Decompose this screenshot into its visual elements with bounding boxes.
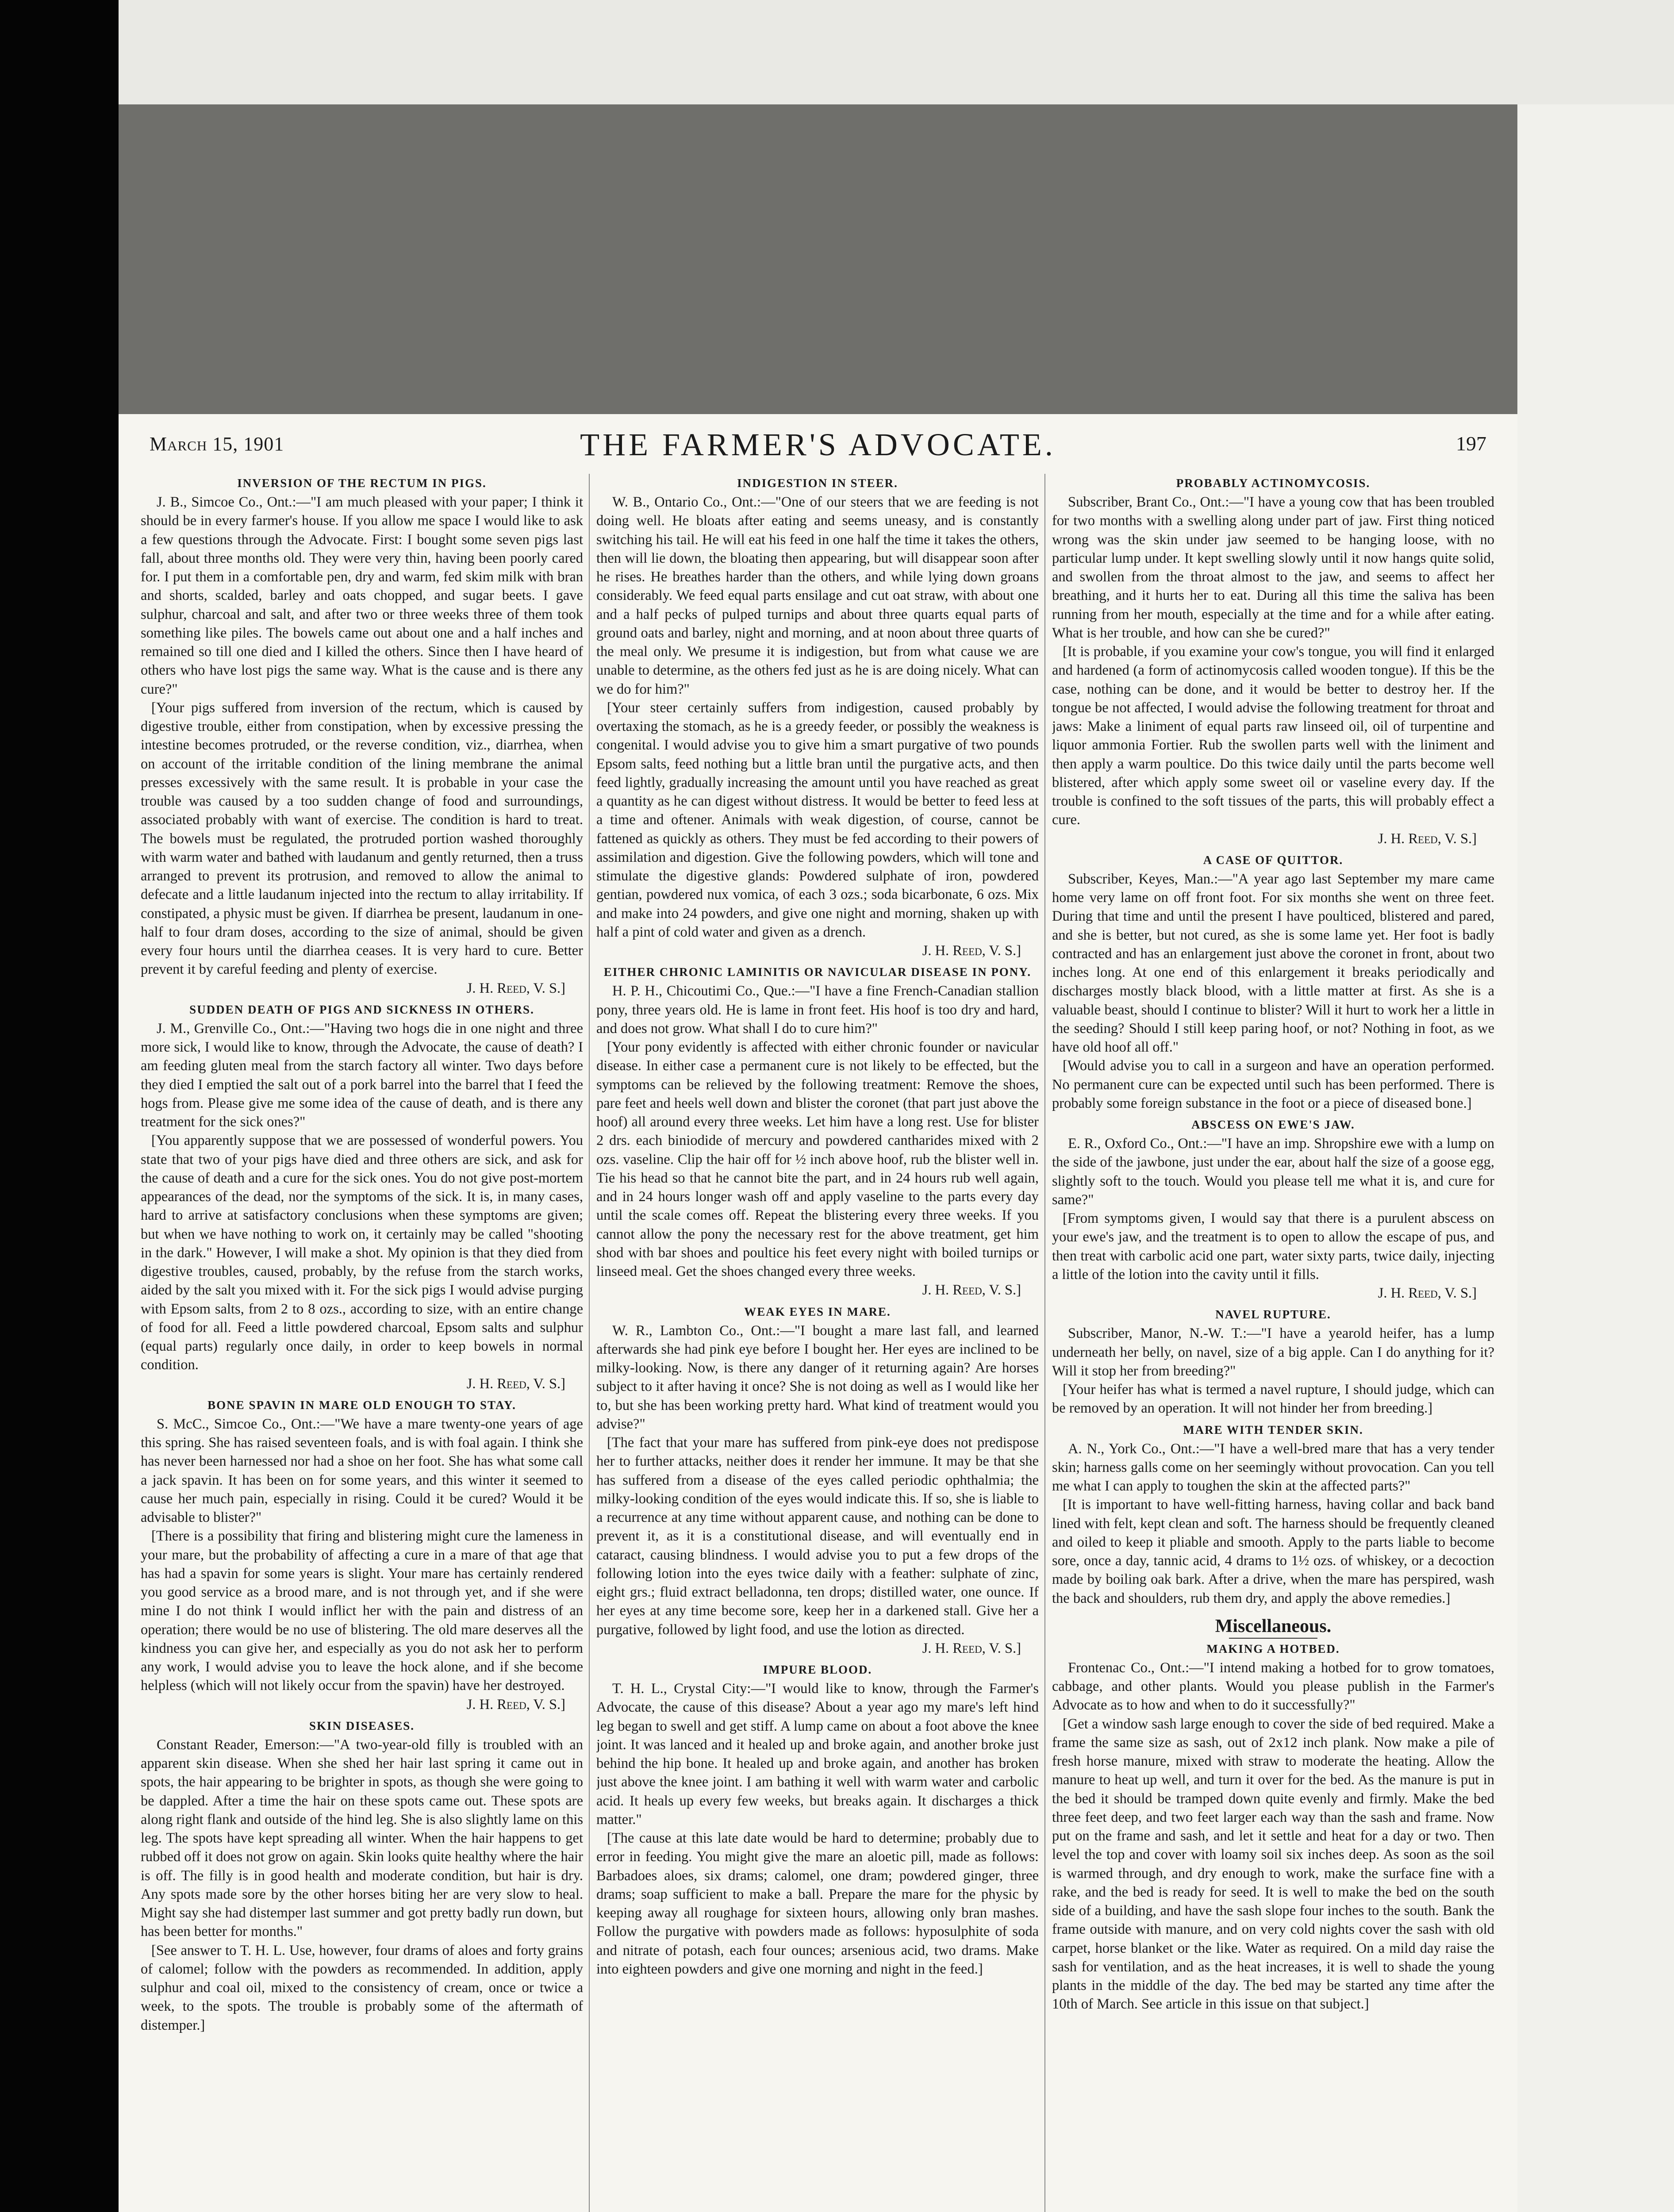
column-2 [596,474,1039,2212]
masthead-title: THE FARMER'S ADVOCATE. [580,427,1056,462]
column-3 [1052,474,1494,2212]
article [1052,1642,1494,2014]
article-heading: NAVEL RUPTURE. [1215,1308,1331,1321]
article-heading: IMPURE BLOOD. [763,1663,872,1676]
article [1052,1118,1494,1302]
signature: J. H. Reed, V. S.] [466,1696,565,1713]
issue-date: March 15, 1901 [150,433,284,455]
answer-paragraph: [Your pony evidently is affected with either chronic founder or navicular disease. In either case a permanent cure is not likely to be effected, but the symptoms can be relieved by the following treatment: Remove the shoes, pare feet and heels well down and blister the coronet (that part just above the hoof) all around every three weeks. Let him have a long rest. Use for blister 2 drs. each biniodide of mercury and powdered cantharides mixed with 2 ozs. vaseline. Clip the hair off for ½ inch above hoof, rub the blister well in. Tie his head so that he cannot bite the part, and in 24 hours rub well again, and in 24 hours longer wash off and apply vaseline to the parts every day until the scale comes off. Repeat the blistering every three weeks. If you cannot allow the pony the necessary rest for the above treatment, get him shod with bar shoes and poultice his feet every night with boiled turnips or linseed meal. Get the shoes changed every three weeks. [596,1039,1039,1279]
article-heading: INDIGESTION IN STEER. [737,476,898,490]
column-rule [589,474,590,2212]
article-heading: SKIN DISEASES. [309,1719,415,1732]
film-border [0,0,119,2212]
question-paragraph: S. McC., Simcoe Co., Ont.:—"We have a mare twenty-one years of age this spring. She has raised seventeen foals, and is with foal again. I think she has never been harnessed nor had a shoe on her foot. She has what some call a jack spavin. It has been on for some years, and this winter it seemed to cause her much pain, especially in rising. Could it be cured? Would it be advisable to blister?" [141,1416,583,1525]
question-paragraph: Subscriber, Brant Co., Ont.:—"I have a young cow that has been troubled for two months with a swelling along under part of jaw. First thing noticed wrong was the skin under jaw seemed to be hanging loose, with no particular lump under. It kept swelling slowly until it now hangs quite solid, and swollen from the throat almost to the jaw, and seems to affect her breathing, and it hurts her to eat. During all this time the saliva has been running from her mouth, especially at the time and for a while after eating. What is her trouble, and how can she be cured?" [1052,494,1494,641]
signature: J. H. Reed, V. S.] [1378,830,1477,847]
question-paragraph: J. M., Grenville Co., Ont.:—"Having two hogs die in one night and three more sick, I would like to know, through the Advocate, the cause of death? I am feeding gluten meal from the starch factory all winter. Two days before they died I emptied the salt out of a pork barrel into the barrel that I feed the hogs from. Please give me some idea of the cause of death, and is there any treatment for the sick ones?" [141,1020,583,1130]
article [596,1305,1039,1658]
section-title: Miscellaneous. [1215,1616,1332,1636]
signature: J. H. Reed, V. S.] [922,943,1021,959]
question-paragraph: Frontenac Co., Ont.:—"I intend making a hotbed for to grow tomatoes, cabbage, and other plants. Would you please publish in the Farmer's Advocate as to how and when to do it successfully?" [1052,1659,1494,1713]
signature: J. H. Reed, V. S.] [922,1282,1021,1298]
signature: J. H. Reed, V. S.] [922,1640,1021,1656]
question-paragraph: Subscriber, Keyes, Man.:—"A year ago last September my mare came home very lame on off front foot. For six months she went on three feet. During that time and until the present I have poulticed, blistered and pared, and she is better, but not cured, as she is some lame yet. Her foot is badly contracted and has an enlargement just above the coronet in front, about two inches long. At one end of this enlargement it breaks periodically and discharges mostly black blood, with a little matter at first. As she is a valuable beast, should I continue to blister? Will it hurt to work her a little in the seeding? Should I still keep paring hoof, or not? Nothing in foot, as we have old hoof all off." [1052,871,1494,1055]
answer-paragraph: [It is probable, if you examine your cow's tongue, you will find it enlarged and hardened (a form of actinomycosis called wooden tongue). If this be the case, nothing can be done, and it would be better to destroy her. If the tongue be not affected, I would advise the following treatment for throat and jaws: Make a liniment of equal parts raw linseed oil, oil of turpentine and liquor ammonia Fortier. Rub the swollen parts well with the liniment and then apply a warm poultice. Do this twice daily until the parts become well blistered, after which apply some sweet oil or vaseline every day. If the trouble is confined to the soft tissues of the parts, this will probably effect a cure. [1052,644,1494,828]
newspaper-page [119,414,1517,2212]
article [1052,1423,1494,1608]
answer-paragraph: [From symptoms given, I would say that there is a purulent abscess on your ewe's jaw, and the treatment is to open to allow the escape of pus, and then treat with carbolic acid one part, water sixty parts, twice daily, injecting a little of the lotion into the cavity until it fills. [1052,1210,1494,1283]
signature: J. H. Reed, V. S.] [466,980,565,996]
article [141,1719,583,2035]
question-paragraph: H. P. H., Chicoutimi Co., Que.:—"I have a fine French-Canadian stallion pony, three years old. He is lame in front feet. His hoof is too dry and hard, and does not grow. What shall I do to cure him?" [596,983,1039,1037]
answer-paragraph: [Your pigs suffered from inversion of the rectum, which is caused by digestive trouble, either from constipation, when by excessive pressing the intestine becomes protruded, or the reverse condition, viz., diarrhea, when on account of the irritable condition of the lining membrane the animal presses excessively with the same result. It is probable in your case the trouble was caused by a too sudden change of food and surroundings, associated probably with want of exercise. The condition is hard to treat. The bowels must be regulated, the protruded portion washed thoroughly with warm water and bathed with laudanum and gently returned, then a truss arranged to prevent its protrusion, and removed to allow the animal to defecate and a little laudanum injected into the rectum to allay irritability. If constipated, a physic must be given. If diarrhea be present, laudanum in one-half to four dram doses, according to the size of animal, should be given every four hours until the diarrhea ceases. It is very hard to cure. Better prevent it by careful feeding and plenty of exercise. [141,699,583,978]
article [596,476,1039,960]
article-heading: PROBABLY ACTINOMYCOSIS. [1176,476,1371,490]
column-rule [1044,474,1045,2212]
section-rule [1229,1638,1317,1639]
page-shadow-band [119,104,1517,414]
question-paragraph: E. R., Oxford Co., Ont.:—"I have an imp. Shropshire ewe with a lump on the side of the jawbone, just under the ear, about half the size of a goose egg, slightly soft to the touch. Would you please tell me what it is, and cure for same?" [1052,1136,1494,1208]
article [596,965,1039,1299]
question-paragraph: Constant Reader, Emerson:—"A two-year-old filly is troubled with an apparent skin disease. When she shed her hair last spring it came out in spots, the hair appearing to be brighter in spots, as though she were going to be dappled. After a time the hair on these spots came out. These spots are along right flank and outside of the hind leg. She is also slightly lame on this leg. The spots have kept spreading all winter. When the hair happens to get rubbed off it does not grow on again. Skin looks quite healthy where the hair is off. The filly is in good health and moderate condition, but hair is dry. Any spots made sore by the other horses biting her are very slow to heal. Might say she had distemper last summer and got pretty badly run down, but has been better for months." [141,1736,583,1940]
answer-paragraph: [See answer to T. H. L. Use, however, four drams of aloes and forty grains of calomel; follow with the powders as recommended. In addition, apply sulphur and coal oil, mixed to the consistency of cream, once or twice a week, to the spots. The trouble is probably some of the aftermath of distemper.] [141,1942,583,2033]
article [141,1003,583,1393]
question-paragraph: T. H. L., Crystal City:—"I would like to know, through the Farmer's Advocate, the cause of this disease? About a year ago my mare's left hind leg began to swell and get stiff. A lump came on about a foot above the knee joint. It was lanced and it healed up and broke again, and another broke just behind the hip bone. It healed up and broke again, and another has broken just above the knee joint. I am bathing it well with warm water and carbolic acid. It heals up every few weeks, but breaks again. It discharges a thick matter." [596,1681,1039,1828]
signature: J. H. Reed, V. S.] [1378,1285,1477,1301]
article-heading: BONE SPAVIN IN MARE OLD ENOUGH TO STAY. [207,1398,516,1412]
page-header [119,414,1517,467]
answer-paragraph: [The fact that your mare has suffered from pink-eye does not predispose her to further attacks, neither does it render her immune. It may be that she has suffered from a disease of the eyes called periodic ophthalmia; the milky-looking condition of the eyes would indicate this. If so, she is liable to a recurrence at any time without apparent cause, and nothing can be done to prevent it, as it is a constitutional disease, and will eventually end in cataract, causing blindness. I would advise you to put a few drops of the following lotion into the eyes twice daily with a feather: sulphate of zinc, eight grs.; fluid extract belladonna, ten drops; distilled water, one ounce. If her eyes at any time become sore, keep her in a darkened stall. Give her a purgative, followed by light food, and use the lotion as directed. [596,1435,1039,1638]
article-heading: SUDDEN DEATH OF PIGS AND SICKNESS IN OTHERS. [189,1002,534,1016]
question-paragraph: Subscriber, Manor, N.-W. T.:—"I have a yearold heifer, has a lump underneath her belly, on navel, size of a big apple. Can I do anything for it? Will it stop her from breeding?" [1052,1325,1494,1379]
article-heading: ABSCESS ON EWE'S JAW. [1191,1118,1355,1131]
answer-paragraph: [Your steer certainly suffers from indigestion, caused probably by overtaxing the stomach, as he is a greedy feeder, or possibly the weakness is congenital. I would advise you to give him a smart purgative of two pounds Epsom salts, feed nothing but a little bran until the purgative acts, and then feed lightly, gradually increasing the amount until you have reached as great a quantity as he can digest without distress. It would be better to feed less at a time and oftener. Animals with weak digestion, of course, cannot be fattened as quickly as others. They must be fed according to their powers of assimilation and digestion. Give the following powders, which will tone and stimulate the digestive glands: Powdered sulphate of iron, powdered gentian, powdered nux vomica, of each 3 ozs.; soda bicarbonate, 6 ozs. Mix and make into 24 powders, and give one night and morning, shaken up with half a pint of cold water and given as a drench. [596,699,1039,940]
article-heading: MARE WITH TENDER SKIN. [1183,1423,1363,1436]
article-heading: MAKING A HOTBED. [1206,1642,1340,1655]
article-heading: EITHER CHRONIC LAMINITIS OR NAVICULAR DISEASE IN PONY. [603,965,1032,979]
signature: J. H. Reed, V. S.] [466,1375,565,1392]
question-paragraph: A. N., York Co., Ont.:—"I have a well-bred mare that has a very tender skin; harness galls come on her seemingly without provocation. Can you tell me what I can apply to toughen the skin at the affected parts?" [1052,1440,1494,1494]
question-paragraph: W. R., Lambton Co., Ont.:—"I bought a mare last fall, and learned afterwards she had pink eye before I bought her. Her eyes are inclined to be milky-looking. Now, is there any danger of it returning again? Are horses subject to it after having it once? She is not doing as well as I would like her to, but she has been working pretty hard. What kind of treatment would you advise?" [596,1322,1039,1432]
page-number: 197 [1456,432,1486,455]
article [141,1398,583,1714]
article [141,476,583,998]
article [596,1663,1039,1978]
column-1 [141,474,583,2212]
article [1052,476,1494,848]
answer-paragraph: [There is a possibility that firing and blistering might cure the lameness in your mare, but the probability of affecting a cure in a mare of that age that has had a spavin for some years is slight. Your mare has certainly rendered you good service as a brood mare, and is not through yet, and if she were mine I do not think I would inflict her with the pain and distress of an operation; there would be no use of blistering. The old mare deserves all the kindness you can give her, and especially as you do not ask her to perform any work, I would advise you to leave the hock alone, and if she become helpless (which will not likely occur from the spavin) have her destroyed. [141,1528,583,1694]
answer-paragraph: [The cause at this late date would be hard to determine; probably due to error in feeding. You might give the mare an aloetic pill, made as follows: Barbadoes aloes, six drams; calomel, one dram; powdered ginger, three drams; soap sufficient to make a ball. Prepare the mare for the physic by keeping away all roughage for sixteen hours, allowing only bran mashes. Follow the purgative with powders made as follows: hyposulphite of soda and nitrate of potash, each four ounces; arsenious acid, two drams. Make into eighteen powders and give one morning and night in the feed.] [596,1830,1039,1977]
article-heading: INVERSION OF THE RECTUM IN PIGS. [237,476,487,490]
article [1052,853,1494,1113]
article-heading: WEAK EYES IN MARE. [744,1305,891,1318]
answer-paragraph: [Get a window sash large enough to cover the side of bed required. Make a frame the same size as sash, out of 2x12 inch plank. Now make a pile of fresh horse manure, mixed with straw to moderate the heating. Allow the manure to heat up well, and turn it over for the bed. As the manure is put in the bed it should be tramped down quite evenly and firmly. Make the bed three feet deep, and two feet larger each way than the sash and frame. Now put on the frame and sash, and let it settle and heat for a day or two. Then level the top and cover with loamy soil six inches deep. As soon as the soil is warmed through, and dry enough to work, make the surface fine with a rake, and the bed is ready for seed. It is well to make the bed on the south side of a building, and have the sash slope four inches to the south. Bank the frame outside with manure, and on very cold nights cover the sash with old carpet, horse blanket or the like. Water as required. On a mild day raise the sash for ventilation, and as the heat increases, it is well to shade the young plants in the middle of the day. The bed may be started any time after the 10th of March. See article in this issue on that subject.] [1052,1716,1494,2012]
question-paragraph: W. B., Ontario Co., Ont.:—"One of our steers that we are feeding is not doing well. He bloats after eating and seems uneasy, and is constantly switching his tail. He will eat his feed in one half the time it takes the others, then will lie down, the bloating then appearing, but will disappear soon after he rises. He breathes harder than the others, and while lying down groans considerably. We feed equal parts ensilage and cut oat straw, with about one and a half pecks of pulped turnips and about three quarts equal parts of ground oats and barley, night and morning, and at noon about three quarts of the meal only. We presume it is indigestion, but from what cause we are unable to determine, as the others fed just as he is are doing nicely. What can we do for him?" [596,494,1039,697]
scan-margin-top [119,0,1674,104]
article [1052,1308,1494,1417]
answer-paragraph: [Your heifer has what is termed a navel rupture, I should judge, which can be removed by an operation. It will not hinder her from breeding.] [1052,1382,1494,1417]
article-heading: A CASE OF QUITTOR. [1203,853,1344,867]
answer-paragraph: [You apparently suppose that we are possessed of wonderful powers. You state that two of your pigs have died and three others are sick, and ask for the cause of death and a cure for the sick ones. You do not give post-mortem appearances of the dead, nor the symptoms of the sick. It is, in many cases, hard to arrive at satisfactory conclusions when these symptoms are given; but when we have nothing to work on, it certainly may be called "shooting in the dark." However, I will make a shot. My opinion is that they died from digestive troubles, caused, probably, by the refuse from the starch works, aided by the salt you mixed with it. For the sick pigs I would advise purging with Epsom salts, from 2 to 8 ozs., according to size, with an entire change of food for all. Feed a little powdered charcoal, Epsom salts and sulphur (equal parts) regularly once daily, in order to keep bowels in normal condition. [141,1133,583,1373]
question-paragraph: J. B., Simcoe Co., Ont.:—"I am much pleased with your paper; I think it should be in every farmer's house. If you allow me space I would like to ask a few questions through the Advocate. First: I bought some seven pigs last fall, about three months old. They were very thin, having been poorly cared for. I put them in a comfortable pen, dry and warm, fed skim milk with bran and shorts, scalded, barley and oats chopped, and sugar beets. I gave sulphur, charcoal and salt, and after two or three weeks three of them took something like piles. The bowels came out about one and a half inches and remained so till one died and I killed the others. Since then I have heard of others who have lost pigs the same way. What is the cause and is there any cure?" [141,494,583,697]
scan-margin-right [1517,104,1674,2212]
answer-paragraph: [It is important to have well-fitting harness, having collar and back band lined with felt, kept clean and soft. The harness should be frequently cleaned and oiled to keep it pliable and smooth. Apply to the parts liable to become sore, once a day, tannic acid, 4 drams to 1½ ozs. of whiskey, or a decoction made by boiling oak bark. After a drive, when the mare has perspired, wash the back and shoulders, rub them dry, and apply the above remedies.] [1052,1497,1494,1606]
answer-paragraph: [Would advise you to call in a surgeon and have an operation performed. No permanent cure can be expected until such has been performed. There is probably some foreign substance in the foot or a piece of diseased bone.] [1052,1058,1494,1111]
